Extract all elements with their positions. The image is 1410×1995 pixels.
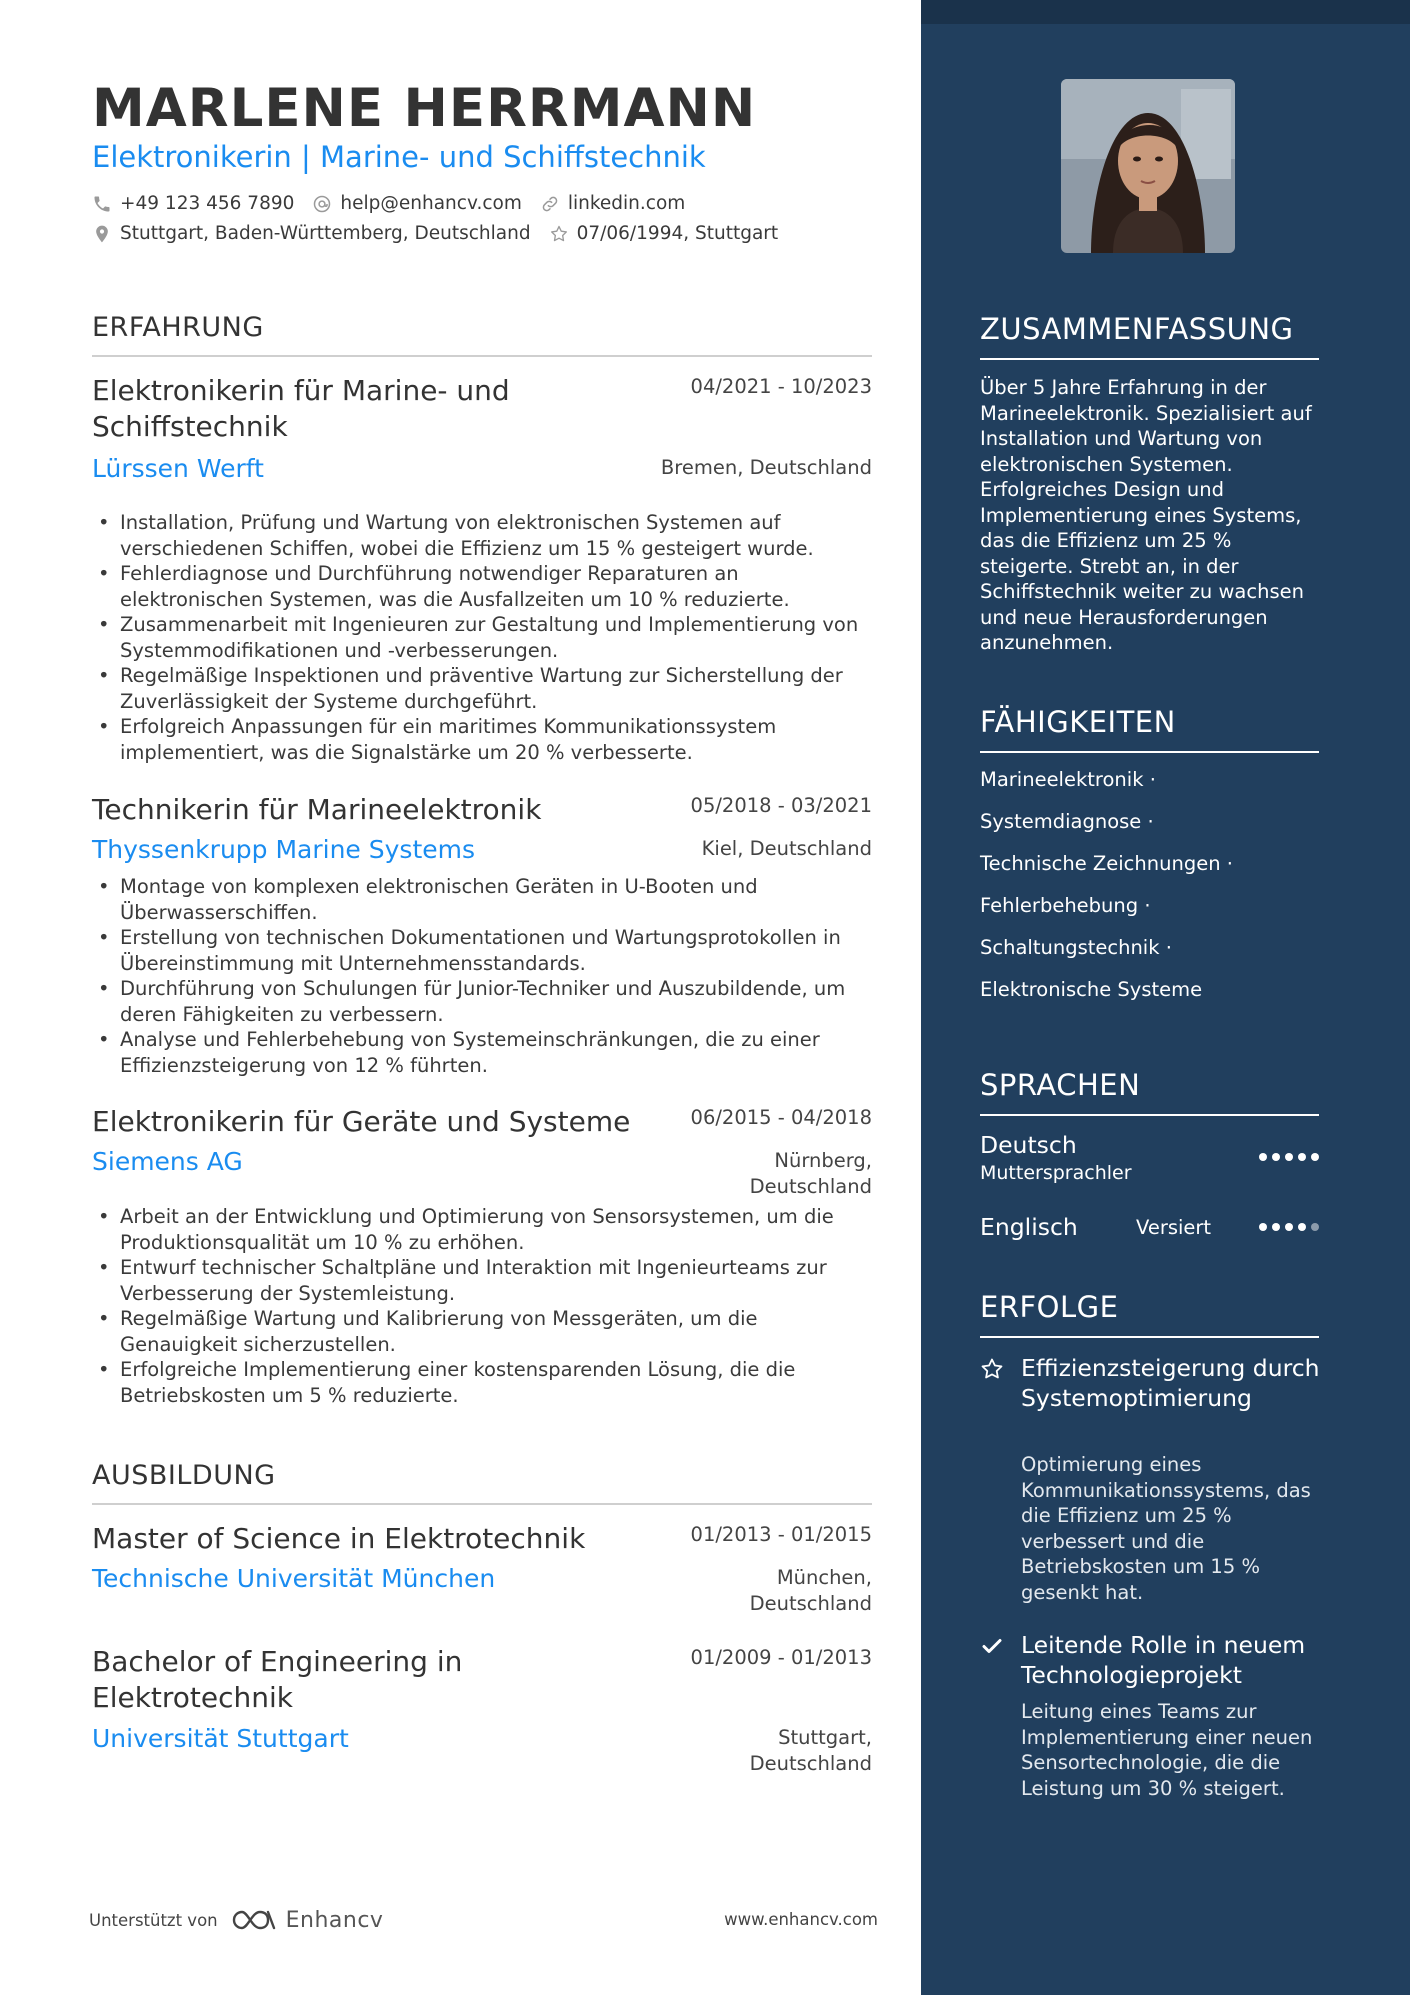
job-bullet: • Fehlerdiagnose und Durchführung notwendiger Reparaturen an elektronischen Systemen, was die Ausfallzeiten um 10 % reduzierte. [92,561,872,612]
job-location: Kiel, Deutschland [701,837,872,860]
rating-dot-filled [1272,1153,1280,1161]
rating-dot-empty [1311,1223,1319,1231]
job-bullet: • Regelmäßige Inspektionen und präventive Wartung zur Sicherstellung der Zuverlässigkeit der Systeme durchgeführt. [92,663,872,714]
education-date: 01/2013 - 01/2015 [690,1523,872,1546]
job-title: Elektronikerin für Geräte und Systeme [92,1105,631,1138]
rating-dot-filled [1272,1223,1280,1231]
enhancv-logo-icon [230,1907,278,1933]
education-degree: Bachelor of Engineering in Elektrotechnik [92,1645,463,1714]
achievement-desc: Optimierung eines Kommunikationssystems, das die Effizienz um 25 % verbessert und die Betriebskosten um 15 % gesenkt hat. [1021,1453,1311,1604]
achievement-title: Leitende Rolle in neuem Technologieprojekt [1021,1631,1306,1689]
job-location: Bremen, Deutschland [660,456,872,479]
powered-by-text: Unterstützt von [89,1910,218,1930]
contact-birth [549,223,779,244]
sidebar [921,0,1410,1995]
footer-branding [89,1907,383,1933]
job-date: 06/2015 - 04/2018 [690,1106,872,1129]
job-bullet: • Erfolgreiche Implementierung einer kostensparenden Lösung, die die Betriebskosten um 5 % reduzierte. [92,1357,872,1408]
rating-dot-filled [1298,1153,1306,1161]
languages-section-title: SPRACHEN [980,1068,1319,1116]
rating-dot-filled [1311,1153,1319,1161]
job-bullet: • Durchführung von Schulungen für Junior-Techniker und Auszubildende, um deren Fähigkeiten zu verbessern. [92,976,872,1027]
job-company[interactable]: Thyssenkrupp Marine Systems [92,835,476,864]
achievements-section-title: ERFOLGE [980,1290,1319,1338]
contact-location [92,223,531,244]
job-title: Elektronikerin für Marine- und Schiffstechnik [92,374,510,443]
skill-item: Fehlerbehebung · [980,894,1151,917]
contact-linkedin[interactable] [540,193,685,214]
job-location: Nürnberg, Deutschland [749,1149,872,1198]
phone-text: +49 123 456 7890 [120,193,295,214]
contact-row-1 [92,193,703,214]
language-name: Deutsch [980,1131,1077,1159]
job-bullet: • Zusammenarbeit mit Ingenieuren zur Gestaltung und Implementierung von Systemmodifikationen und -verbesserungen. [92,612,872,663]
phone-icon [92,194,112,214]
at-icon [312,194,332,214]
job-bullet: • Erstellung von technischen Dokumentationen und Wartungsprotokollen in Übereinstimmung mit Unternehmensstandards. [92,925,872,976]
skills-section-title: FÄHIGKEITEN [980,705,1319,753]
contact-email[interactable] [312,193,521,214]
job-bullet: • Erfolgreich Anpassungen für ein maritimes Kommunikationssystem implementiert, was die Signalstärke um 20 % verbesserte. [92,714,872,765]
rating-dot-filled [1285,1153,1293,1161]
skill-item: Marineelektronik · [980,768,1156,791]
linkedin-text: linkedin.com [567,193,686,214]
profile-photo-illustration [1061,79,1235,253]
experience-section-title: ERFAHRUNG [92,312,872,357]
job-bullets [92,510,872,765]
contact-phone[interactable] [92,193,294,214]
link-icon [540,194,560,214]
profile-photo [1061,79,1235,253]
job-bullets [92,874,872,1078]
location-pin-icon [92,224,112,244]
skill-item: Systemdiagnose · [980,810,1154,833]
star-outline-icon [549,224,569,244]
skill-item: Technische Zeichnungen · [980,852,1233,875]
language-name: Englisch [980,1213,1078,1241]
language-rating [1259,1153,1319,1161]
birth-text: 07/06/1994, Stuttgart [576,223,779,244]
location-text: Stuttgart, Baden-Württemberg, Deutschland [120,223,531,244]
job-title: Technikerin für Marineelektronik [92,793,542,826]
language-rating [1259,1223,1319,1231]
check-icon [980,1634,1004,1658]
achievement-desc: Leitung eines Teams zur Implementierung einer neuen Sensortechnologie, die die Leistung um 30 % steigert. [1021,1700,1313,1800]
contact-row-2 [92,223,796,244]
education-location: München, Deutschland [749,1566,872,1615]
candidate-title: Elektronikerin | Marine- und Schiffstechnik [92,140,706,174]
skill-item: Schaltungstechnik · [980,936,1172,959]
rating-dot-filled [1259,1153,1267,1161]
job-bullet: • Entwurf technischer Schaltpläne und Interaktion mit Ingenieurteams zur Verbesserung der Systemleistung. [92,1255,872,1306]
education-school[interactable]: Universität Stuttgart [92,1724,349,1753]
education-school[interactable]: Technische Universität München [92,1564,496,1593]
job-bullet: • Regelmäßige Wartung und Kalibrierung von Messgeräten, um die Genauigkeit sicherzustellen. [92,1306,872,1357]
star-icon [980,1357,1004,1381]
email-text: help@enhancv.com [340,193,522,214]
sidebar-top-strip [921,0,1410,24]
footer-url[interactable]: www.enhancv.com [724,1910,878,1929]
language-level: Versiert [1136,1216,1212,1239]
job-company[interactable]: Lürssen Werft [92,454,264,483]
summary-section-title: ZUSAMMENFASSUNG [980,312,1319,360]
job-bullet: • Analyse und Fehlerbehebung von Systemeinschränkungen, die zu einer Effizienzsteigerung von 12 % führten. [92,1027,872,1078]
job-bullets [92,1204,872,1408]
job-bullet: • Installation, Prüfung und Wartung von elektronischen Systemen auf verschiedenen Schiffen, wobei die Effizienz um 15 % gesteigert wurde. [92,510,872,561]
education-section-title: AUSBILDUNG [92,1460,872,1505]
education-date: 01/2009 - 01/2013 [690,1646,872,1669]
education-location: Stuttgart, Deutschland [749,1726,872,1775]
job-date: 05/2018 - 03/2021 [690,794,872,817]
brand-name: Enhancv [285,1907,384,1933]
candidate-name: MARLENE HERRMANN [92,78,757,139]
achievement-title: Effizienzsteigerung durch Systemoptimierung [1021,1354,1320,1412]
education-degree: Master of Science in Elektrotechnik [92,1522,586,1555]
job-bullet: • Arbeit an der Entwicklung und Optimierung von Sensorsystemen, um die Produktionsqualität um 10 % zu erhöhen. [92,1204,872,1255]
rating-dot-filled [1298,1223,1306,1231]
skill-item: Elektronische Systeme [980,978,1203,1001]
job-bullet: • Montage von komplexen elektronischen Geräten in U-Booten und Überwasserschiffen. [92,874,872,925]
rating-dot-filled [1259,1223,1267,1231]
summary-text: Über 5 Jahre Erfahrung in der Marineelektronik. Spezialisiert auf Installation und Wartung von elektronischen Systemen. Erfolgreiches Design und Implementierung eines Systems, das die Effizienz um 25 % steigerte. Strebt an, in der Schiffstechnik weiter zu wachsen und neue Herausforderungen anzunehmen. [980,376,1312,654]
job-company[interactable]: Siemens AG [92,1147,243,1176]
rating-dot-filled [1285,1223,1293,1231]
language-level: Muttersprachler [980,1162,1132,1184]
job-date: 04/2021 - 10/2023 [690,375,872,398]
